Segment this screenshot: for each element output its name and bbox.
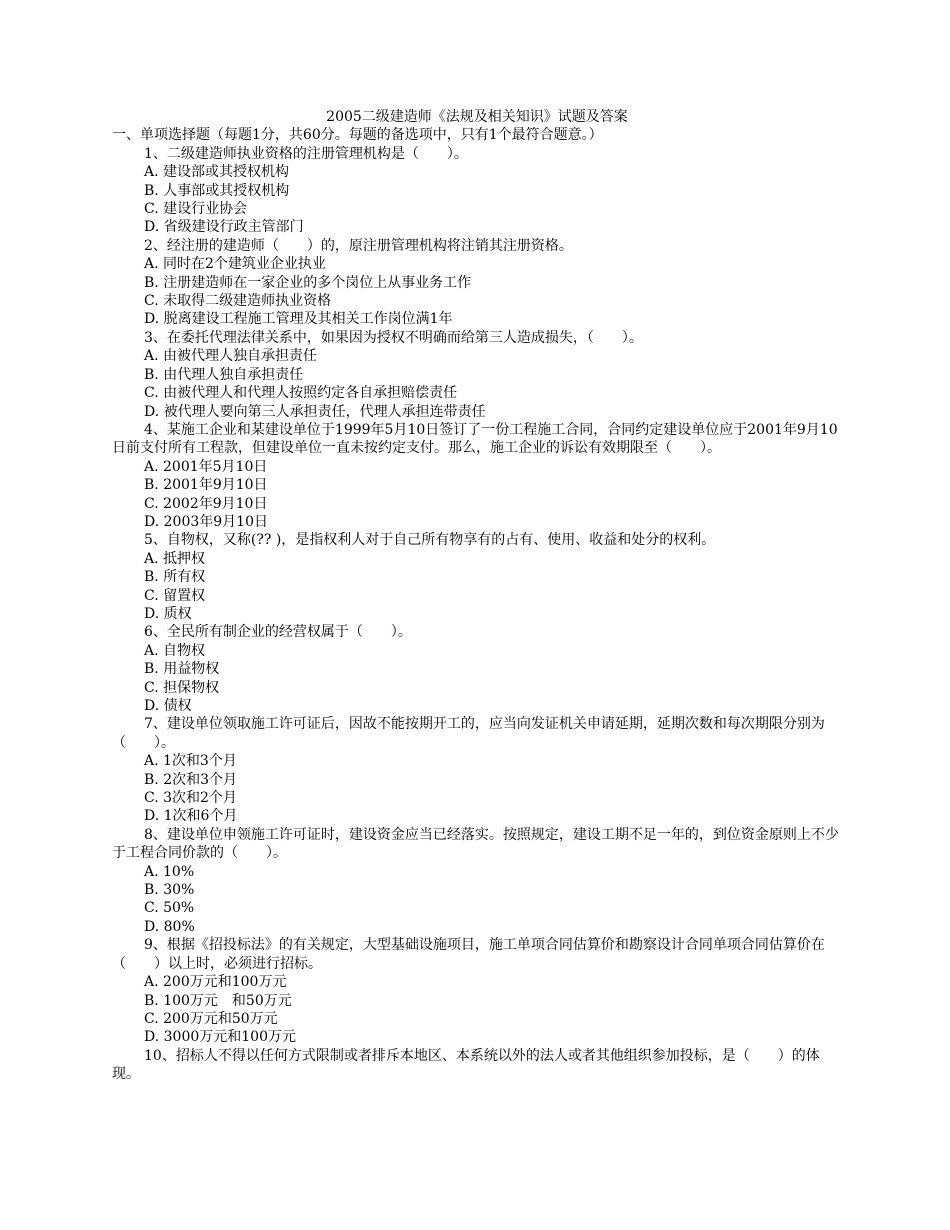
answer-option: B. 30% [144,882,195,899]
answer-option: A. 自物权 [144,642,206,659]
answer-option: A. 2001年5月10日 [144,458,268,475]
answer-option: D. 省级建设行政主管部门 [144,219,304,236]
answer-option: B. 注册建造师在一家企业的多个岗位上从事业务工作 [144,274,472,291]
answer-option: B. 由代理人独自承担责任 [144,366,304,383]
answer-option: C. 留置权 [144,587,206,604]
question-block [112,623,842,715]
question-stem: 3、在委托代理法律关系中，如果因为授权不明确而给第三人造成损失，（ ）。 [144,329,643,346]
document-page [112,108,842,1084]
question-stem: 9、根据《招投标法》的有关规定，大型基础设施项目，施工单项合同估算价和勘察设计合同单项合同估算价在（ ）以上时，必须进行招标。 [112,937,825,972]
answer-option: A. 1次和3个月 [144,753,237,770]
answer-option: B. 100万元 和50万元 [144,992,292,1009]
section-header: 一、单项选择题（每题1分，共60分。每题的备选项中，只有1个最符合题意。） [112,127,603,144]
answer-option: B. 人事部或其授权机构 [144,182,290,199]
answer-option: A. 抵押权 [144,550,206,567]
question-stem: 2、经注册的建造师（ ）的，原注册管理机构将注销其注册资格。 [144,237,573,254]
question-block [112,826,842,936]
answer-option: C. 200万元和50万元 [144,1010,278,1027]
answer-option: A. 200万元和100万元 [144,974,287,991]
answer-option: D. 被代理人要向第三人承担责任，代理人承担连带责任 [144,403,486,420]
answer-option: A. 由被代理人独自承担责任 [144,348,318,365]
answer-option: A. 同时在2个建筑业企业执业 [144,256,326,273]
question-block [112,237,842,329]
answer-option: C. 3次和2个月 [144,790,237,807]
answer-option: D. 债权 [144,698,192,714]
question-block [112,531,842,623]
answer-option: B. 2次和3个月 [144,771,238,788]
question-stem: 1、二级建造师执业资格的注册管理机构是（ ）。 [144,145,468,162]
answer-option: C. 50% [144,900,195,917]
answer-option: C. 担保物权 [144,679,220,696]
answer-option: A. 10% [144,863,195,880]
question-block [112,1047,842,1084]
answer-option: D. 1次和6个月 [144,808,238,825]
question-stem: 4、某施工企业和某建设单位于1999年5月10日签订了一份工程施工合同，合同约定建设单位应于2001年9月10日前支付所有工程款，但建设单位一直未按约定支付。那么，施工企业的诉讼有效期限至（ ）。 [112,421,838,457]
answer-option: D. 2003年9月10日 [144,513,268,530]
question-stem: 7、建设单位领取施工许可证后，因故不能按期开工的，应当向发证机关申请延期，延期次数和每次期限分别为（ ）。 [112,716,825,751]
question-stem: 6、全民所有制企业的经营权属于（ ）。 [144,624,412,641]
answer-option: A. 建设部或其授权机构 [144,164,290,181]
answer-option: C. 建设行业协会 [144,201,248,218]
question-stem: 5、自物权，又称(?? )，是指权利人对于自己所有物享有的占有、使用、收益和处分的权利。 [144,532,716,549]
answer-option: D. 质权 [144,605,192,622]
answer-option: C. 2002年9月10日 [144,495,268,512]
question-list [112,145,842,1084]
answer-option: C. 未取得二级建造师执业资格 [144,293,332,310]
answer-option: B. 用益物权 [144,661,220,678]
answer-option: D. 脱离建设工程施工管理及其相关工作岗位满1年 [144,311,453,328]
answer-option: B. 所有权 [144,569,206,586]
question-block [112,329,842,421]
question-block [112,715,842,825]
question-block [112,145,842,237]
question-block [112,936,842,1046]
answer-option: D. 80% [144,918,195,935]
answer-option: C. 由被代理人和代理人按照约定各自承担赔偿责任 [144,385,458,402]
answer-option: B. 2001年9月10日 [144,477,268,494]
answer-option: D. 3000万元和100万元 [144,1029,296,1046]
document-title: 2005二级建造师《法规及相关知识》试题及答案 [326,109,628,125]
question-stem: 10、招标人不得以任何方式限制或者排斥本地区、本系统以外的法人或者其他组织参加投标，是（ ）的体现。 [112,1047,820,1083]
question-block [112,421,842,531]
question-stem: 8、建设单位申领施工许可证时，建设资金应当已经落实。按照规定，建设工期不足一年的，到位资金原则上不少于工程合同价款的（ ）。 [112,826,839,862]
